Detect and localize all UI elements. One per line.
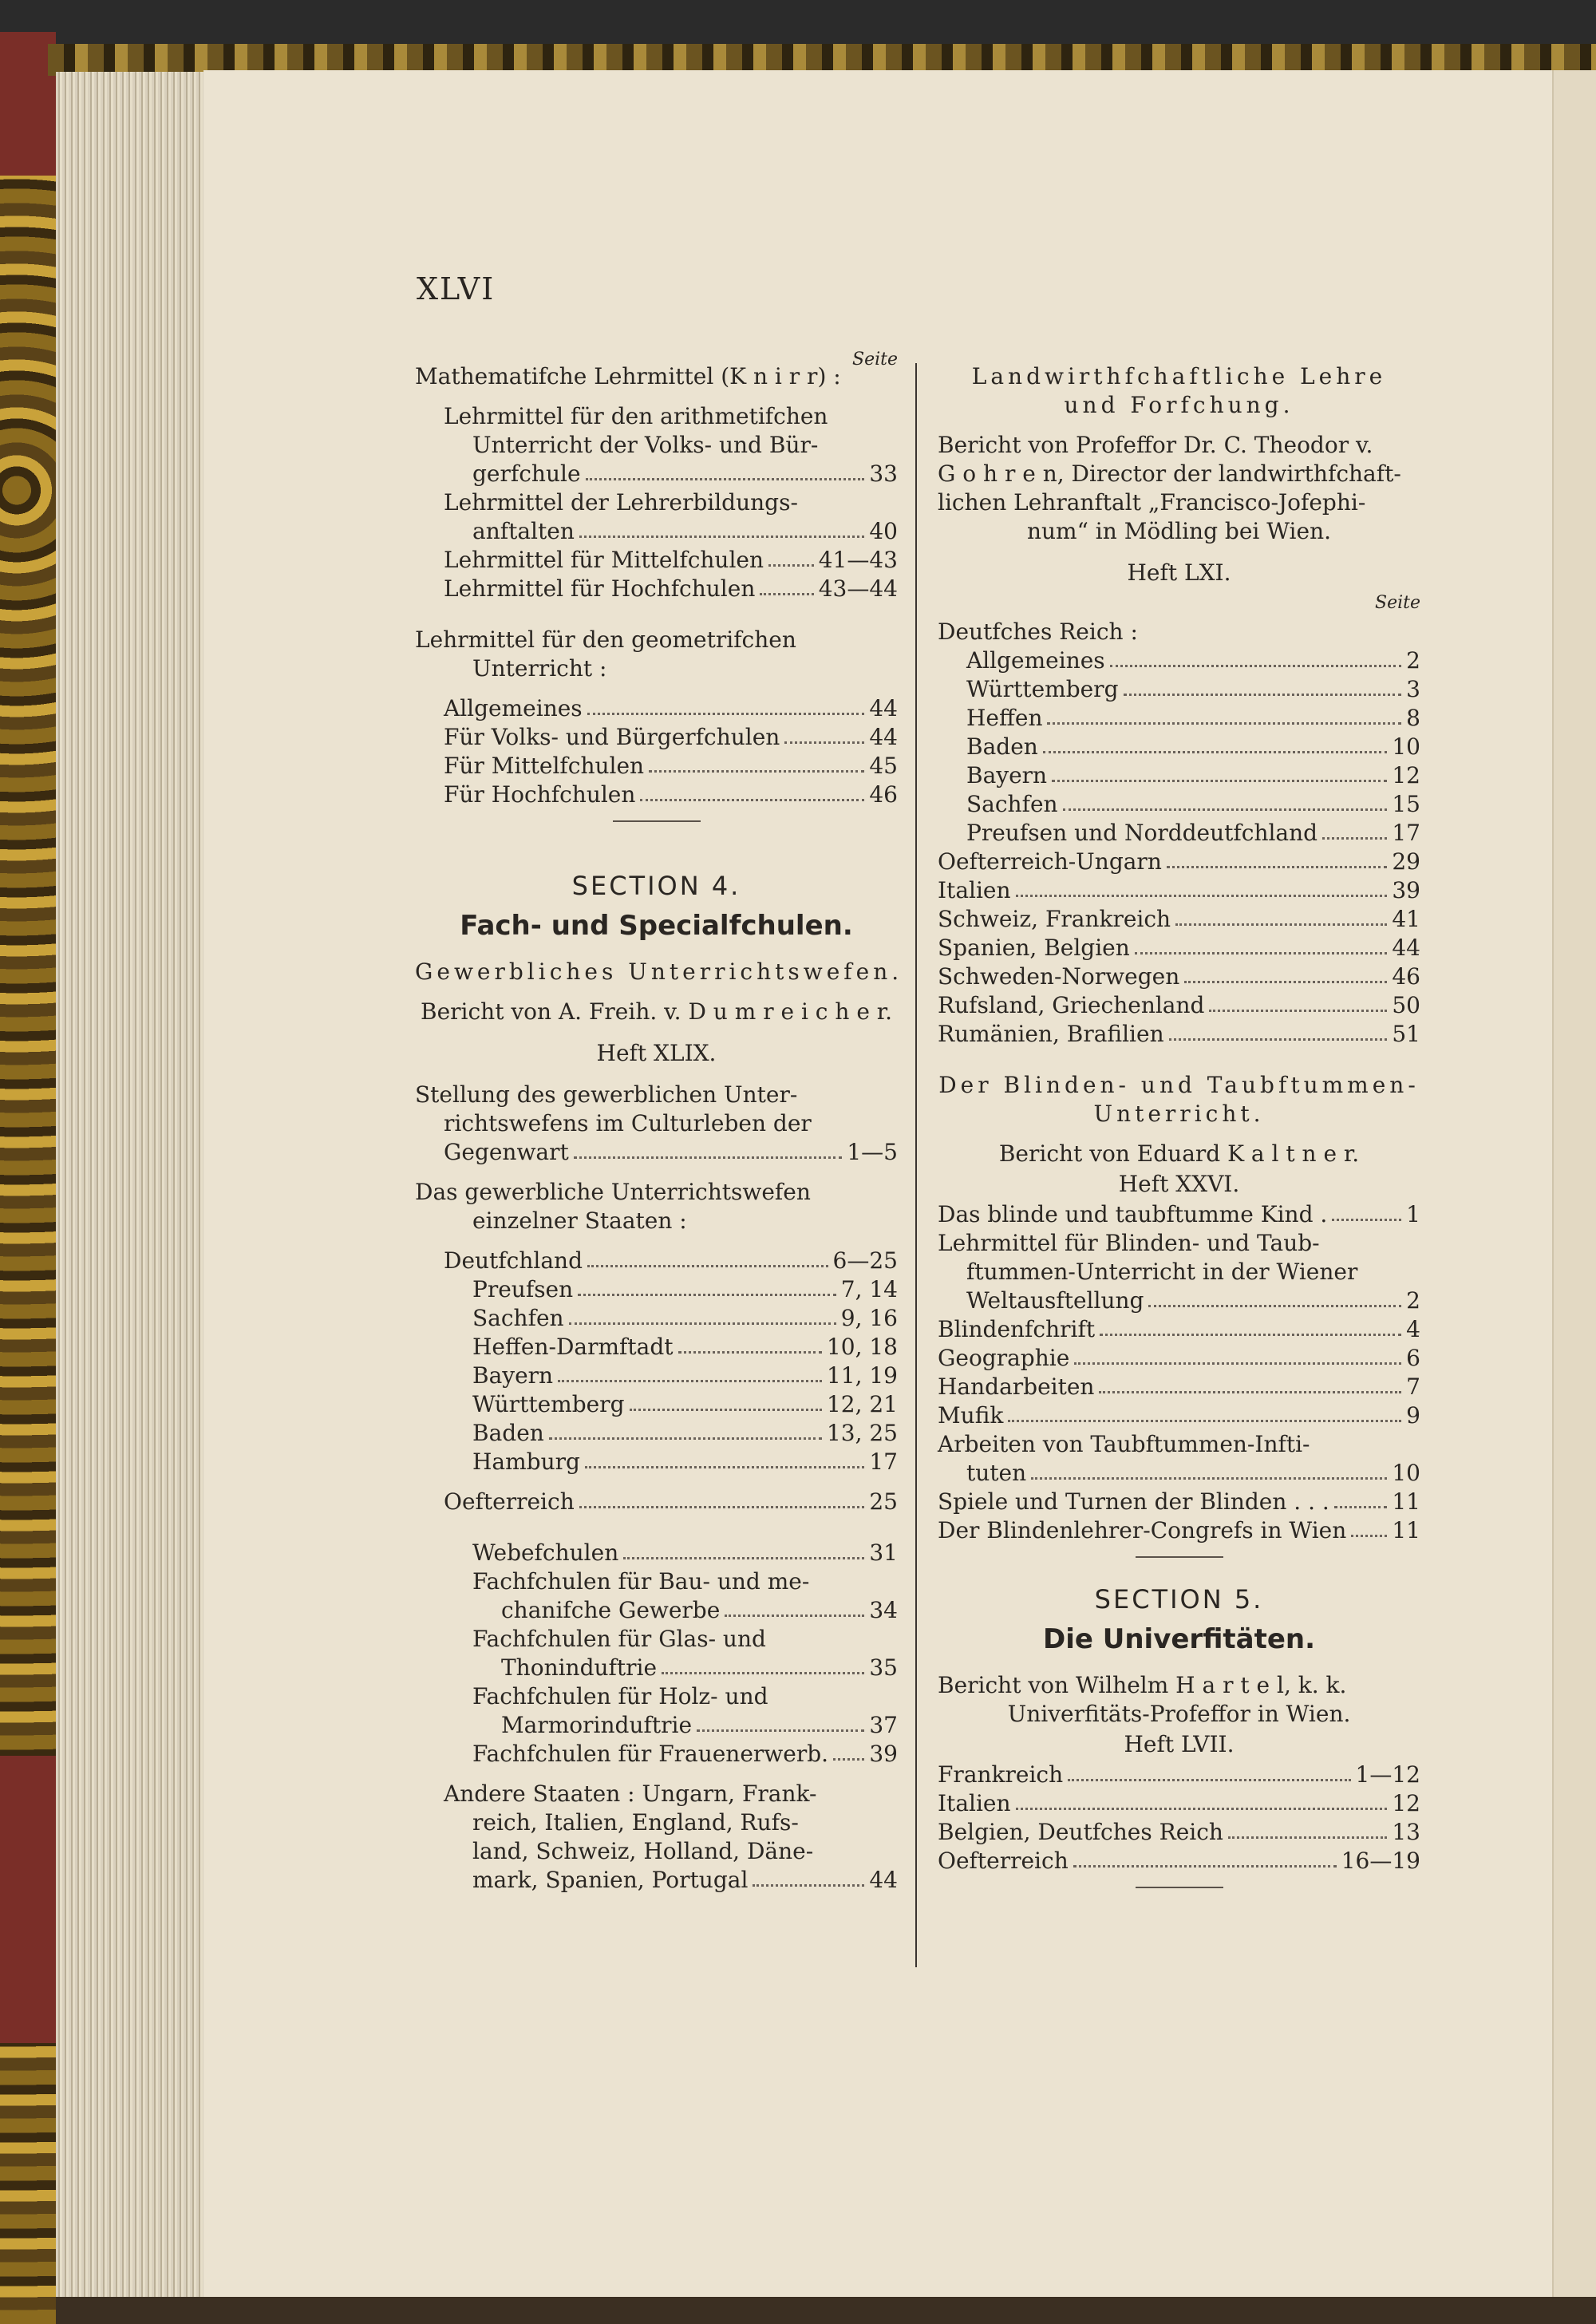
page-number: 45 [869,753,898,779]
toc-entry [415,752,898,781]
page-number: 43—44 [818,575,898,602]
toc-entry [415,1448,898,1476]
page-number: 17 [869,1449,898,1475]
page-number: 12, 21 [826,1391,898,1417]
toc-entry [938,733,1420,761]
entry-line: land, Schweiz, Holland, Däne- [472,1838,814,1864]
page-number: 1 [1406,1201,1420,1227]
entry-line: einzelner Staaten : [472,1207,687,1234]
separator-rule [1136,1556,1223,1558]
toc-entry [938,761,1420,790]
spacer [415,1235,898,1247]
entry-label: Bayern [472,1362,554,1389]
geom-heading-line: Lehrmittel für den geometrifchen [415,626,796,653]
subsection-heading: und Forfchung. [1064,392,1294,418]
entry-label: Webefchulen [472,1539,619,1566]
heft-number: Heft XLIX. [596,1040,717,1066]
entry-label: Italien [938,877,1011,903]
dot-leader [649,770,864,773]
toc-entry [415,460,898,488]
page-number: 44 [869,724,898,750]
right-column [938,351,1420,1899]
entry-label: Oefterreich [938,1848,1069,1874]
page-number: 10, 18 [826,1334,898,1360]
spacer [938,1060,1420,1071]
page-number: 16—19 [1341,1848,1420,1874]
entry-label: Preufsen und Norddeutfchland [966,820,1318,846]
toc-entry [415,1740,898,1769]
spacer [415,1026,898,1038]
group-heading: Deutfches Reich : [938,619,1138,645]
toc-entry [415,1711,898,1740]
entry-label: Heffen [966,705,1043,731]
entry-label: Oefterreich-Ungarn [938,848,1162,875]
entry-label: Spanien, Belgien [938,935,1130,961]
dot-leader [587,713,865,715]
toc-entry [938,790,1420,819]
entry-label: Sachfen [472,1305,564,1331]
page-number: 9 [1406,1402,1420,1429]
toc-entry [938,905,1420,934]
entry-label: mark, Spanien, Portugal [472,1867,749,1893]
spacer [938,1128,1420,1140]
toc-entry [415,1419,898,1448]
page-number: 41 [1392,906,1420,932]
dot-leader [753,1884,864,1887]
toc-entry [415,1539,898,1567]
toc-entry [415,723,898,752]
page-number: 35 [869,1654,898,1681]
geom-heading-line: Unterricht : [472,655,607,682]
dot-leader [1073,1865,1337,1868]
toc-entry [415,575,898,603]
spacer [938,351,1420,362]
page-number: 46 [869,781,898,808]
left-column [415,350,903,1895]
entry-label: Preufsen [472,1276,574,1302]
dot-leader [623,1557,864,1559]
entry-label: Schweden-Norwegen [938,963,1180,990]
dot-leader [578,1294,836,1296]
entry-line: Arbeiten von Taubftummen-Infti- [938,1431,1310,1457]
entry-label: Mufik [938,1402,1004,1429]
separator-rule [1136,1887,1223,1888]
toc-entry [938,934,1420,962]
page-number: 3 [1406,676,1420,702]
dot-leader [1334,1506,1388,1508]
toc-entry [938,1020,1420,1049]
entry-label: Italien [938,1790,1011,1816]
page-number: 10 [1392,1460,1420,1486]
spacer [938,1569,1420,1580]
page-number: 39 [869,1741,898,1767]
dot-leader [1043,751,1388,753]
page-number: 37 [869,1712,898,1738]
toc-entry [938,848,1420,876]
entry-line: Fachfchulen für Glas- und [472,1626,766,1652]
dot-leader [1148,1305,1401,1307]
page-number: 11 [1392,1517,1420,1543]
toc-entry [938,819,1420,848]
entry-label: Marmorinduftrie [501,1712,693,1738]
page-number: 6—25 [832,1247,898,1274]
dot-leader [1169,1038,1388,1041]
entry-label: Der Blindenlehrer-Congrefs in Wien [938,1517,1347,1543]
page-number: 8 [1406,705,1420,731]
entry-line: Andere Staaten : Ungarn, Frank- [444,1781,817,1807]
report-author: Bericht von Profeffor Dr. C. Theodor v. [938,432,1373,458]
heft-number: Heft LVII. [1124,1731,1235,1757]
toc-entry [938,1373,1420,1401]
page-number: 44 [1392,935,1420,961]
page-folio: XLVI [417,271,496,306]
section-number: SECTION 4. [571,871,741,901]
toc-entry [415,1333,898,1362]
report-author: Univerfitäts-Profeffor in Wien. [1007,1701,1351,1727]
dot-leader [586,478,865,480]
dot-leader [574,1156,843,1159]
toc-entry [415,1596,898,1625]
subsection-heading: Landwirthfchaftliche Lehre [971,363,1387,389]
page-number: 12 [1392,1790,1420,1816]
dot-leader [1031,1477,1387,1480]
dot-leader [587,1265,828,1267]
toc-entry [938,675,1420,704]
facing-page-edge [1552,70,1596,2297]
entry-label: Sachfen [966,791,1058,817]
toc-entry [415,694,898,723]
page-number: 29 [1392,848,1420,875]
toc-entry [938,1818,1420,1847]
section-title: Fach- und Specialfchulen. [460,910,853,942]
dot-leader [1228,1836,1387,1839]
column-divider [915,363,917,1967]
page-number: 7, 14 [840,1276,898,1302]
page-number: 1—5 [847,1139,898,1165]
entry-label: Württemberg [966,676,1119,702]
toc-entry [938,1516,1420,1545]
page-number: 1—12 [1355,1761,1420,1788]
dot-leader [1047,722,1401,725]
toc-entry [938,1459,1420,1488]
spacer [415,844,898,856]
entry-label: Für Volks- und Bürgerfchulen [444,724,780,750]
spacer [415,391,898,402]
dot-leader [760,593,813,595]
toc-entry [415,1390,898,1419]
report-author: Bericht von Wilhelm H a r t e l, k. k. [938,1672,1347,1698]
dot-leader [579,1506,865,1508]
toc-entry [415,517,898,546]
dot-leader [1052,780,1387,782]
entry-label: anftalten [472,518,575,544]
entry-label: Lehrmittel für Mittelfchulen [444,547,764,573]
entry-label: Weltausftellung [966,1287,1144,1314]
dot-leader [1068,1779,1350,1781]
dot-leader [1099,1391,1401,1393]
report-author: lichen Lehranftalt „Francisco-Jofephi- [938,489,1366,516]
entry-label: Schweiz, Frankreich [938,906,1171,932]
toc-entry [938,646,1420,675]
toc-entry [938,1286,1420,1315]
entry-line: ftummen-Unterricht in der Wiener [966,1259,1358,1285]
dot-leader [1135,952,1388,955]
entry-label: tuten [966,1460,1027,1486]
entry-label: chanifche Gewerbe [501,1597,721,1623]
dot-leader [784,741,864,744]
page-number: 2 [1406,647,1420,674]
dot-leader [1063,808,1388,811]
entry-label: Fachfchulen für Frauenerwerb. [472,1741,829,1767]
spacer [415,683,898,694]
toc-entry [415,781,898,809]
page-number: 10 [1392,733,1420,760]
dot-leader [1332,1219,1401,1221]
page-number: 2 [1406,1287,1420,1314]
entry-label: Allgemeines [444,695,583,721]
dot-leader [1016,1808,1388,1810]
spacer [415,947,898,958]
toc-entry [938,1401,1420,1430]
entry-line: Lehrmittel für Blinden- und Taub- [938,1230,1320,1256]
entry-label: Lehrmittel für Hochfchulen [444,575,756,602]
entry-line: Unterricht der Volks- und Bür- [472,432,819,458]
spacer [938,1049,1420,1060]
dot-leader [1184,981,1387,983]
entry-label: Hamburg [472,1449,580,1475]
spacer [415,1528,898,1539]
toc-entry [938,704,1420,733]
toc-entry [938,1847,1420,1875]
entry-label: Bayern [966,762,1048,788]
entry-label: Gegenwart [444,1139,569,1165]
dot-leader [678,1351,822,1354]
entry-label: Allgemeines [966,647,1105,674]
toc-entry [938,876,1420,905]
dot-leader [1209,1010,1387,1012]
dot-leader [1100,1334,1401,1336]
heft-number: Heft LXI. [1127,559,1231,586]
dot-leader [1110,665,1401,667]
section-title: Die Univerfitäten. [1042,1623,1316,1655]
toc-entry [938,1200,1420,1229]
dot-leader [662,1672,864,1674]
entry-label: Deutfchland [444,1247,583,1274]
toc-entry [938,991,1420,1020]
entry-label: Blindenfchrift [938,1316,1096,1342]
entry-line: Lehrmittel für den arithmetifchen [444,403,828,429]
toc-entry [938,1315,1420,1344]
dot-leader [1016,895,1388,897]
entry-label: Frankreich [938,1761,1064,1788]
entry-label: Heffen-Darmftadt [472,1334,674,1360]
toc-entry [938,1488,1420,1516]
entry-label: Spiele und Turnen der Blinden . . . [938,1488,1329,1515]
spacer [415,1476,898,1488]
entry-label: Württemberg [472,1391,625,1417]
dot-leader [1124,694,1402,696]
spacer [938,1660,1420,1671]
seite-label: Seite [852,350,898,370]
toc-entry [415,546,898,575]
page-number: 25 [869,1488,898,1515]
entry-line: richtswefens im Culturleben der [444,1110,812,1136]
spacer [415,856,898,867]
dot-leader [1074,1362,1401,1365]
dot-leader [725,1615,864,1617]
dot-leader [697,1729,864,1732]
entry-line: Stellung des gewerblichen Unter- [415,1081,798,1108]
toc-entry [415,1362,898,1390]
page-number: 13, 25 [826,1420,898,1446]
page-number: 11, 19 [826,1362,898,1389]
dot-leader [1175,923,1387,926]
entry-label: Thoninduftrie [501,1654,658,1681]
heft-number: Heft XXVI. [1118,1171,1240,1197]
page-number: 9, 16 [840,1305,898,1331]
dot-leader [558,1380,822,1382]
dot-leader [833,1758,864,1761]
spacer [415,615,898,626]
dot-leader [585,1466,864,1468]
page-number: 34 [869,1597,898,1623]
page-number: 46 [1392,963,1420,990]
page-number: 11 [1392,1488,1420,1515]
toc-entry [415,1138,898,1167]
spacer [938,546,1420,557]
spacer [415,1069,898,1081]
entry-label: Rufsland, Griechenland [938,992,1205,1018]
page-number: 39 [1392,877,1420,903]
entry-label: Belgien, Deutfches Reich [938,1819,1223,1845]
entry-line: Fachfchulen für Holz- und [472,1683,768,1709]
subsection-heading: Der Blinden- und Taubftummen- [938,1072,1420,1098]
toc-entry [415,1275,898,1304]
dot-leader [630,1409,822,1411]
page-number: 7 [1406,1373,1420,1400]
toc-entry [938,1344,1420,1373]
entry-line: Lehrmittel der Lehrerbildungs- [444,489,798,516]
entry-label: gerfchule [472,460,581,487]
page-number: 13 [1392,1819,1420,1845]
spacer [415,986,898,998]
toc-entry [415,1654,898,1682]
entry-label: Baden [472,1420,544,1446]
dot-leader [1167,866,1388,868]
spacer [415,603,898,615]
toc-entry [938,1761,1420,1789]
entry-label: Handarbeiten [938,1373,1095,1400]
entry-line: Das gewerbliche Unterrichtswefen [415,1179,811,1205]
page-stack-edge [56,72,207,2298]
dot-leader [1322,837,1387,840]
entry-line: reich, Italien, England, Rufs- [472,1809,799,1836]
entry-label: Rumänien, Brafilien [938,1021,1164,1047]
page-number: 15 [1392,791,1420,817]
report-author: Bericht von A. Freih. v. D u m r e i c h e r. [421,998,892,1025]
page-number: 6 [1406,1345,1420,1371]
book-cover-corner-bottom [0,1756,56,2043]
separator-rule [613,820,701,822]
page-number: 40 [869,518,898,544]
spacer [938,420,1420,431]
page-number: 41—43 [818,547,898,573]
spacer [415,1167,898,1178]
entry-label: Für Mittelfchulen [444,753,645,779]
page-number: 33 [869,460,898,487]
math-heading: Mathematifche Lehrmittel (K n i r r) : [415,363,841,389]
dot-leader [579,536,865,538]
section-number: SECTION 5. [1094,1584,1264,1615]
report-author: G o h r e n, Director der landwirthfchaft- [938,460,1401,487]
toc-entry [415,1247,898,1275]
page-number: 17 [1392,820,1420,846]
page-number: 50 [1392,992,1420,1018]
entry-label: Geographie [938,1345,1070,1371]
spacer [415,1516,898,1528]
dot-leader [640,799,864,801]
seite-label: Seite [1375,593,1420,613]
report-author: Bericht von Eduard K a l t n e r. [998,1140,1360,1167]
toc-entry [415,1866,898,1895]
dot-leader [549,1437,822,1440]
entry-label: Baden [966,733,1038,760]
page-bottom-shadow [56,2297,1596,2324]
subsection-heading: Unterricht. [1093,1101,1265,1127]
subsection-heading: Gewerbliches Unterrichtswefen. [415,958,903,985]
entry-label: Oefterreich [444,1488,575,1515]
page-number: 31 [869,1539,898,1566]
dot-leader [1351,1535,1387,1537]
entry-label: Für Hochfchulen [444,781,636,808]
toc-entry [415,1488,898,1516]
spacer [415,1769,898,1780]
page-number: 44 [869,1867,898,1893]
dot-leader [1008,1420,1401,1422]
dot-leader [569,1322,836,1325]
page-number: 44 [869,695,898,721]
spacer [415,351,898,362]
entry-label: Das blinde und taubftumme Kind . [938,1201,1328,1227]
page-number: 51 [1392,1021,1420,1047]
entry-line: Fachfchulen für Bau- und me- [472,1568,810,1595]
seite-row [938,589,1420,618]
toc-entry [415,1304,898,1333]
spacer [415,833,898,844]
toc-entry [938,1789,1420,1818]
dot-leader [768,564,814,567]
toc-entry [938,962,1420,991]
report-author: num“ in Mödling bei Wien. [1026,518,1332,544]
page-number: 12 [1392,762,1420,788]
page-number: 4 [1406,1316,1420,1342]
